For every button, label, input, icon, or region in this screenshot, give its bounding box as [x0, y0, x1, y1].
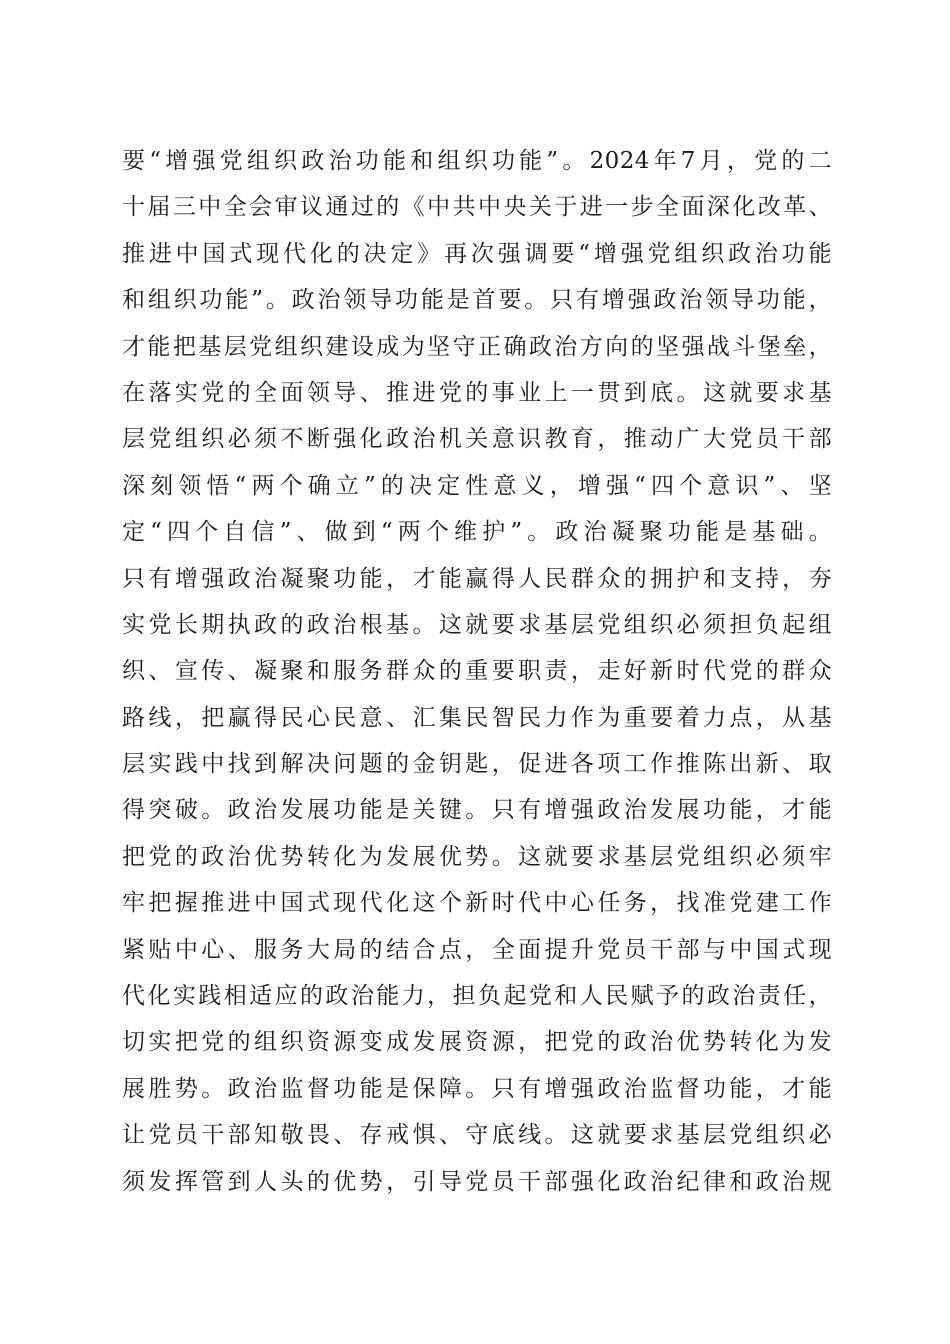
text-line: 要“增强党组织政治功能和组织功能”。2024年7月，党的二 — [122, 148, 832, 174]
text-line: 切实把党的组织资源变成发展资源，把党的政治优势转化为发 — [122, 1029, 832, 1056]
text-line: 定“四个自信”、做到“两个维护”。政治凝聚功能是基础。 — [122, 519, 832, 546]
text-line: 只有增强政治凝聚功能，才能赢得人民群众的拥护和支持，夯 — [122, 565, 832, 592]
text-line: 得突破。政治发展功能是关键。只有增强政治发展功能，才能 — [122, 797, 832, 824]
text-line: 在落实党的全面领导、推进党的事业上一贯到底。这就要求基 — [122, 379, 832, 406]
text-line: 须发挥管到人头的优势，引导党员干部强化政治纪律和政治规 — [122, 1168, 832, 1195]
text-line: 推进中国式现代化的决定》再次强调要“增强党组织政治功能 — [122, 240, 832, 267]
text-line: 层实践中找到解决问题的金钥匙，促进各项工作推陈出新、取 — [122, 751, 832, 778]
text-line: 深刻领悟“两个确立”的决定性意义，增强“四个意识”、坚 — [122, 472, 832, 499]
text-line: 和组织功能”。政治领导功能是首要。只有增强政治领导功能， — [122, 287, 832, 314]
text-line: 让党员干部知敬畏、存戒惧、守底线。这就要求基层党组织必 — [122, 1122, 832, 1149]
text-line: 路线，把赢得民心民意、汇集民智民力作为重要着力点，从基 — [122, 704, 832, 731]
text-line: 十届三中全会审议通过的《中共中央关于进一步全面深化改革、 — [122, 194, 832, 221]
text-line: 织、宣传、凝聚和服务群众的重要职责，走好新时代党的群众 — [122, 658, 832, 685]
text-line: 代化实践相适应的政治能力，担负起党和人民赋予的政治责任， — [122, 983, 832, 1010]
text-line: 层党组织必须不断强化政治机关意识教育，推动广大党员干部 — [122, 426, 832, 453]
text-line: 实党长期执政的政治根基。这就要求基层党组织必须担负起组 — [122, 611, 832, 638]
body-text — [122, 138, 832, 1205]
text-line: 把党的政治优势转化为发展优势。这就要求基层党组织必须牢 — [122, 843, 832, 870]
text-line: 展胜势。政治监督功能是保障。只有增强政治监督功能，才能 — [122, 1075, 832, 1102]
text-line: 牢把握推进中国式现代化这个新时代中心任务，找准党建工作 — [122, 890, 832, 917]
text-line: 紧贴中心、服务大局的结合点，全面提升党员干部与中国式现 — [122, 936, 832, 963]
text-line: 才能把基层党组织建设成为坚守正确政治方向的坚强战斗堡垒， — [122, 333, 832, 360]
